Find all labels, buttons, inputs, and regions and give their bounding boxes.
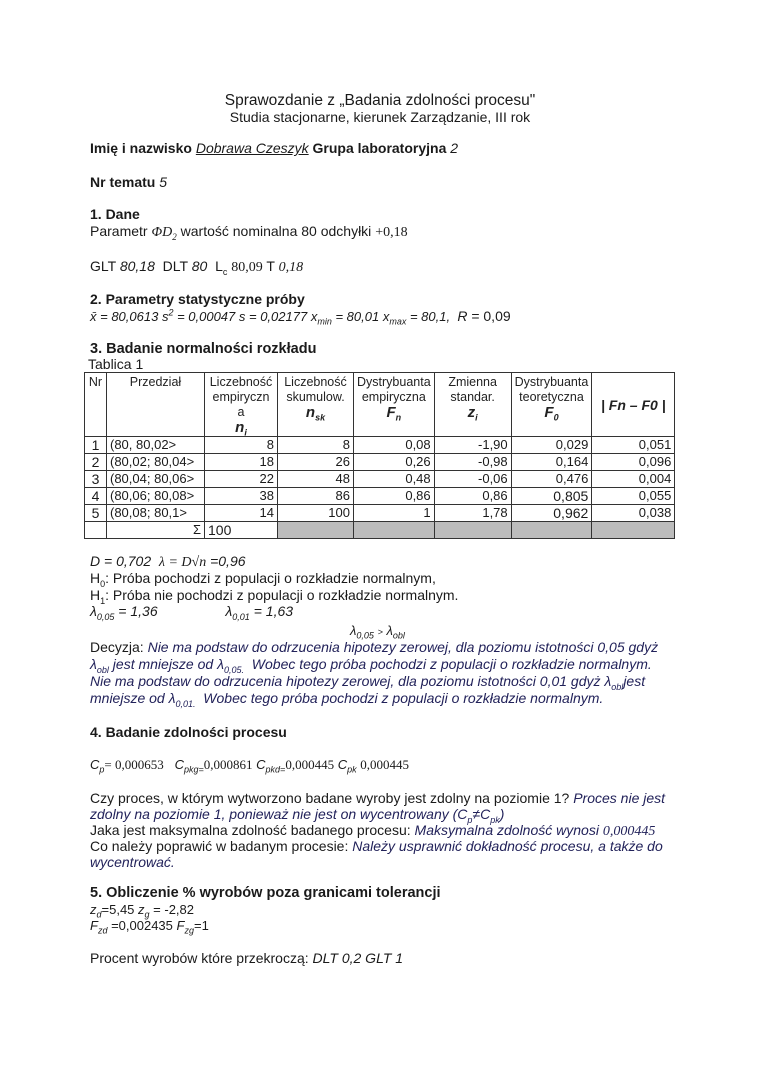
col-header-diff: | Fn – F0 | xyxy=(592,373,675,437)
section4-heading: 4. Badanie zdolności procesu xyxy=(90,724,287,740)
deviation-value: +0,18 xyxy=(375,225,408,240)
answer-1: zdolny na poziomie 1, ponieważ nie jest on wycentrowany $(C_p\ne C_{pk})$ xyxy=(90,806,505,825)
d-statistic-line xyxy=(90,553,246,571)
cell-nr: 5 xyxy=(85,505,107,522)
report-subtitle: Studia stacjonarne, kierunek Zarządzanie, III rok xyxy=(229,109,531,125)
cell-gray xyxy=(592,522,675,539)
stddev-value: s = 0,02177 xyxy=(238,309,308,324)
cell-interval: (80,04; 80,06> xyxy=(107,471,205,488)
group-value: 2 xyxy=(450,140,459,156)
variance-value: $s^2 = 0,00047$ xyxy=(161,307,236,324)
question-2: Jaka jest maksymalna zdolność badanego procesu: Maksymalna zdolność wynosi 0,000445 xyxy=(90,822,656,839)
h0-line: $H_0$: Próba pochodzi z populacji o rozkładzie normalnym, xyxy=(90,570,436,589)
cell-gray xyxy=(434,522,511,539)
glt-label: GLT xyxy=(90,258,116,274)
cell-f0: 0,029 xyxy=(511,437,592,454)
capability-indices-line: $C_p= 0,000653$ $C_{pkg=}0,000861$ $C_{pkd=}0,000445$ $C_{pk}$ 0,000445 xyxy=(90,757,409,775)
cp-value: = 0,000653 xyxy=(104,757,164,772)
cell-nsk: 26 xyxy=(278,454,354,471)
question-1: Czy proces, w którym wytworzono badane wyroby jest zdolny na poziomie 1? Proces nie jest xyxy=(90,790,666,806)
sum-symbol: Σ xyxy=(107,522,205,539)
limits-line xyxy=(90,258,303,276)
t-value: 0,18 xyxy=(278,260,304,275)
cpk-value: 0,000445 xyxy=(360,757,409,772)
cell-diff: 0,051 xyxy=(592,437,675,454)
lc-label: $L_c$ xyxy=(215,258,228,277)
table-row xyxy=(85,437,675,454)
cell-interval: (80, 80,02> xyxy=(107,437,205,454)
lc-value: 80,09 xyxy=(231,260,263,275)
t-label: T xyxy=(266,258,275,274)
cell-gray xyxy=(354,522,435,539)
cell-f0: 0,805 xyxy=(511,488,592,505)
cell-nr: 4 xyxy=(85,488,107,505)
cell-diff: 0,096 xyxy=(592,454,675,471)
cell-diff: 0,038 xyxy=(592,505,675,522)
cell-zi: 0,86 xyxy=(434,488,511,505)
stats-line xyxy=(90,307,511,327)
section2-heading: 2. Parametry statystyczne próby xyxy=(90,291,305,307)
cell-fn: 0,08 xyxy=(354,437,435,454)
cell-interval: (80,08; 80,1> xyxy=(107,505,205,522)
cell-ni: 18 xyxy=(205,454,278,471)
cell-ni: 14 xyxy=(205,505,278,522)
mean-value: x̄ = 80,0613 xyxy=(90,309,159,324)
table-row xyxy=(85,505,675,522)
table-row xyxy=(85,471,675,488)
cell-ni: 22 xyxy=(205,471,278,488)
cell-interval: (80,06; 80,08> xyxy=(107,488,205,505)
cell-nr: 1 xyxy=(85,437,107,454)
decision-line-2: $\lambda_{obl}$ jest mniejsze od $\lambda_{0,05.}$ Wobec tego próba pochodzi z populacji o rozkładzie normalnym. xyxy=(90,656,652,675)
cell-nsk: 48 xyxy=(278,471,354,488)
cell-diff: 0,055 xyxy=(592,488,675,505)
normality-table xyxy=(84,372,675,539)
cell-fn: 0,26 xyxy=(354,454,435,471)
table-header-row xyxy=(85,373,675,437)
cell-nsk: 100 xyxy=(278,505,354,522)
section5-heading: 5. Obliczenie % wyrobów poza granicami tolerancji xyxy=(90,885,441,901)
cell-ni: 38 xyxy=(205,488,278,505)
cell-f0: 0,962 xyxy=(511,505,592,522)
cell-fn: 1 xyxy=(354,505,435,522)
cell-diff: 0,004 xyxy=(592,471,675,488)
lambda-comparison: $\lambda_{0,05} > \lambda_{obl}$ xyxy=(350,623,405,641)
z-values-line: $z_d=5,45$ $z_g = -2,82$ xyxy=(90,902,195,920)
col-header-fn: Dystrybuanta empiryczna $F_n$ xyxy=(354,373,435,437)
f-values-line: $F_{zd} =0,002435$ $F_{zg}=1$ xyxy=(90,918,209,936)
col-header-f0: Dystrybuanta teoretyczna $F_0$ xyxy=(511,373,592,437)
topic-value: 5 xyxy=(159,174,168,190)
xmax-value: $x_{max} = 80,1$, xyxy=(382,309,451,327)
cell-zi: -1,90 xyxy=(434,437,511,454)
cell-nr: 2 xyxy=(85,454,107,471)
table-row xyxy=(85,454,675,471)
glt-value: 80,18 xyxy=(119,258,155,274)
cell-gray xyxy=(278,522,354,539)
decision-line-4: mniejsze od $\lambda_{0,01.}$ Wobec tego próba pochodzi z populacji o rozkładzie normalnym. xyxy=(90,690,604,709)
dlt-value: 80 xyxy=(191,258,208,274)
cell-fn: 0,48 xyxy=(354,471,435,488)
lambda-001: $\lambda_{0,01} = 1,63$ xyxy=(225,603,294,622)
name-label: Imię i nazwisko xyxy=(90,140,192,156)
xmin-value: $x_{min} = 80,01$ xyxy=(310,309,380,327)
param-label: Parametr xyxy=(90,223,148,239)
cell-zi: -0,98 xyxy=(434,454,511,471)
report-title: Sprawozdanie z „Badania zdolności procesu" xyxy=(224,92,536,109)
col-header-ni: Liczebność empiryczn a $n_i$ xyxy=(205,373,278,437)
param-symbol: $\Phi D_2$ xyxy=(151,225,177,242)
nominal-text: wartość nominalna 80 odchyłki xyxy=(180,223,372,239)
cell-interval: (80,02; 80,04> xyxy=(107,454,205,471)
student-name: Dobrawa Czeszyk xyxy=(195,140,309,156)
range-value: R = 0,09 xyxy=(457,308,511,324)
cpkd-value: 0,000445 xyxy=(285,757,335,772)
cell-zi: 1,78 xyxy=(434,505,511,522)
cell-f0: 0,476 xyxy=(511,471,592,488)
decision-line-3: Nie ma podstaw do odrzucenia hipotezy zerowej, dla poziomu istotności 0,01 gdyż $\lambda_{obl}jest$ xyxy=(90,673,646,692)
table-caption: Tablica 1 xyxy=(88,356,144,372)
topic-line xyxy=(90,174,167,190)
cpkg-value: 0,000861 xyxy=(203,757,253,772)
col-header-nsk: Liczebność skumulow. $n_{sk}$ xyxy=(278,373,354,437)
answer-3: wycentrować. xyxy=(90,854,175,870)
h1-line: $H_1$: Próba nie pochodzi z populacji o rozkładzie normalnym. xyxy=(90,587,459,606)
param-line xyxy=(90,223,408,241)
cell-fn: 0,86 xyxy=(354,488,435,505)
decision-label: Decyzja: xyxy=(90,639,144,655)
cell-empty xyxy=(85,522,107,539)
sum-value: 100 xyxy=(205,522,278,539)
percent-line: Procent wyrobów które przekroczą: DLT 0,2 GLT 1 xyxy=(90,950,404,966)
col-header-zi: Zmienna standar. $z_i$ xyxy=(434,373,511,437)
col-header-interval: Przedział xyxy=(107,373,205,437)
decision-line-1 xyxy=(90,639,658,655)
dlt-label: DLT xyxy=(162,258,188,274)
question-3: Co należy poprawić w badanym procesie: Należy usprawnić dokładność procesu, a także do xyxy=(90,838,663,854)
cell-ni: 8 xyxy=(205,437,278,454)
cell-nsk: 8 xyxy=(278,437,354,454)
student-line xyxy=(90,140,458,156)
group-label: Grupa laboratoryjna xyxy=(312,140,447,156)
table-sum-row xyxy=(85,522,675,539)
cell-f0: 0,164 xyxy=(511,454,592,471)
topic-label: Nr tematu xyxy=(90,174,156,190)
d-value: D = 0,702 xyxy=(90,553,152,569)
cell-zi: -0,06 xyxy=(434,471,511,488)
table-row xyxy=(85,488,675,505)
section1-heading: 1. Dane xyxy=(90,206,140,222)
section3-heading: 3. Badanie normalności rozkładu xyxy=(90,341,317,357)
lambda-005: $\lambda_{0,05} = 1,36$ xyxy=(90,603,158,622)
cell-nsk: 86 xyxy=(278,488,354,505)
cell-nr: 3 xyxy=(85,471,107,488)
lambda-formula: λ = D√n xyxy=(158,555,207,570)
decision-text: Nie ma podstaw do odrzucenia hipotezy zerowej, dla poziomu istotności 0,05 gdyż xyxy=(147,639,659,655)
lambda-critical-line xyxy=(90,603,294,622)
col-header-nr: Nr xyxy=(85,373,107,437)
lambda-value: =0,96 xyxy=(210,553,246,569)
cell-gray xyxy=(511,522,592,539)
